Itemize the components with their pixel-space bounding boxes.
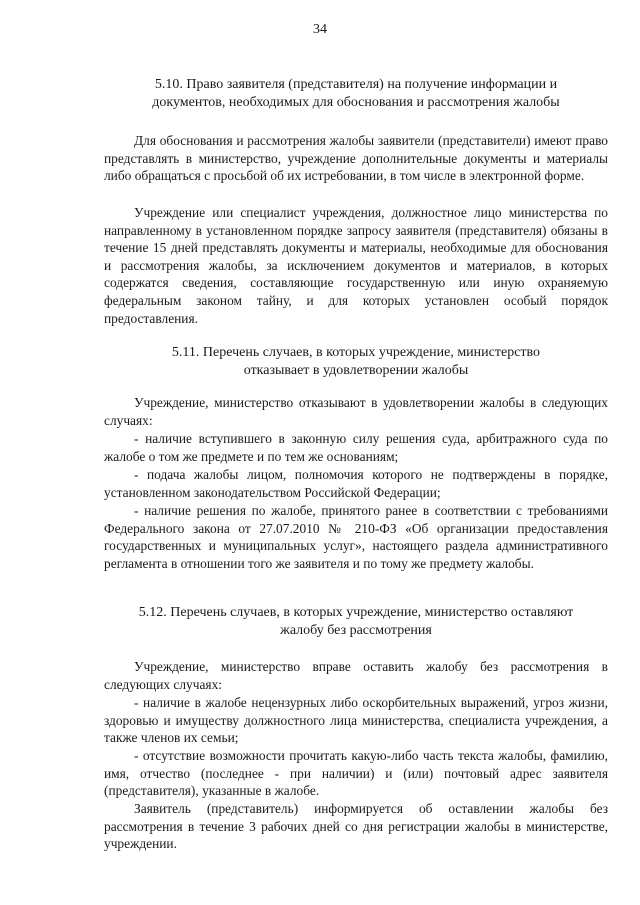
section-512-closing: Заявитель (представитель) информируется об оставлении жалобы без рассмотрения в течение 3 рабочих дней со дня регистрации жалобы в министерстве, учреждении. <box>104 801 608 852</box>
section-511-heading <box>104 344 608 380</box>
section-510-para1: Для обоснования и рассмотрения жалобы заявители (представители) имеют право представлять в министерство, учреждение дополнительные документы и материалы либо обращаться с просьбой об их истребовании, в том числе в электронной форме. <box>104 133 608 184</box>
section-512-item2: - отсутствие возможности прочитать какую-либо часть текста жалобы, фамилию, имя, отчество (последнее - при наличии) и (или) почтовый адрес заявителя (представителя), указанные в жалобе. <box>104 748 608 799</box>
section-511-heading-line2: отказывает в удовлетворении жалобы <box>243 363 469 378</box>
page-number: 34 <box>313 22 327 37</box>
section-510-heading-line2: документов, необходимых для обоснования и рассмотрения жалобы <box>152 95 560 110</box>
section-511-item3: - наличие решения по жалобе, принятого ранее в соответствии с требованиями Федерального закона от 27.07.2010 № 210-ФЗ «Об организации предоставления государственных и муниципальных услуг», настоящего раздела административного регламента в отношении того же заявителя и по тому же предмету жалобы. <box>104 503 608 571</box>
section-511-item2: - подача жалобы лицом, полномочия которого не подтверждены в порядке, установленном законодательством Российской Федерации; <box>104 467 608 500</box>
section-512-intro: Учреждение, министерство вправе оставить жалобу без рассмотрения в следующих случаях: <box>104 659 608 692</box>
section-510-heading <box>104 76 608 112</box>
section-511-item1: - наличие вступившего в законную силу решения суда, арбитражного суда по жалобе о том же предмете и по тем же основаниям; <box>104 431 608 464</box>
section-512-heading-line2: жалобу без рассмотрения <box>280 623 432 638</box>
section-511-intro: Учреждение, министерство отказывают в удовлетворении жалобы в следующих случаях: <box>104 395 608 428</box>
section-512-heading-line1: 5.12. Перечень случаев, в которых учреждение, министерство оставляют <box>138 605 574 620</box>
section-512-heading <box>104 604 608 640</box>
section-510-para2: Учреждение или специалист учреждения, должностное лицо министерства по направленному в установленном порядке запросу заявителя (представителя) обязаны в течение 15 дней представлять документы и материалы, необходимые для обоснования и рассмотрения жалобы, за исключением документов и материалов, в которых содержатся сведения, составляющие государственную или иную охраняемую федеральным законом тайну, и для которых установлен особый порядок предоставления. <box>104 205 608 326</box>
section-511-heading-line1: 5.11. Перечень случаев, в которых учреждение, министерство <box>171 345 541 360</box>
section-512-item1: - наличие в жалобе нецензурных либо оскорбительных выражений, угроз жизни, здоровью и имуществу должностного лица министерства, специалиста учреждения, а также членов их семьи; <box>104 695 608 746</box>
section-510-heading-line1: 5.10. Право заявителя (представителя) на получение информации и <box>154 77 558 92</box>
